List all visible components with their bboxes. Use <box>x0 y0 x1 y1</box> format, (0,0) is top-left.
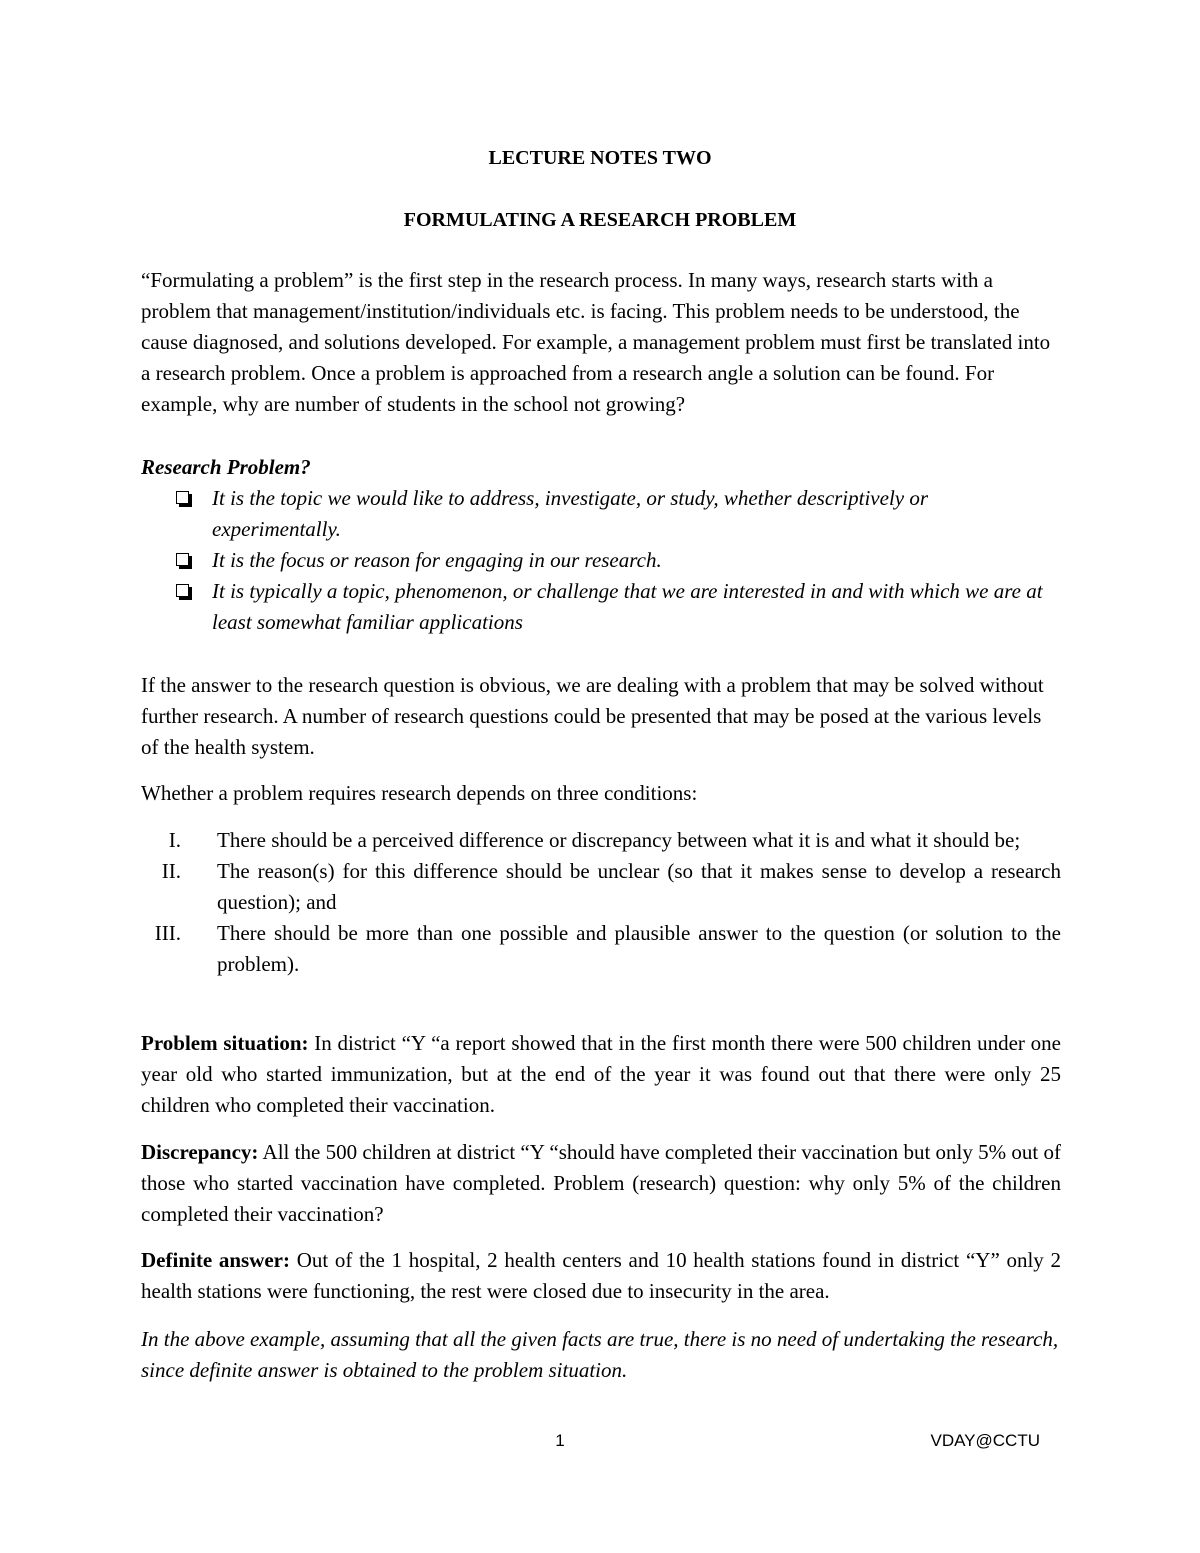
list-item-text: It is the focus or reason for engaging in our research. <box>212 548 662 572</box>
list-item-text: There should be more than one possible and plausible answer to the question (or solution to the problem). <box>217 921 1061 976</box>
page-number: 1 <box>555 1431 565 1450</box>
list-item <box>141 856 1061 918</box>
discrepancy-text: All the 500 children at district “Y “should have completed their vaccination but only 5% out of those who started vaccination have completed. Problem (research) question: why only 5% of the children completed their vaccination? <box>141 1140 1061 1226</box>
footer-author-id: VDAY@CCTU <box>930 1431 1040 1450</box>
discrepancy-label: Discrepancy: <box>141 1140 259 1164</box>
list-number: II. <box>161 859 181 883</box>
definite-answer-paragraph <box>141 1245 1061 1307</box>
research-problem-heading: Research Problem? <box>141 455 311 479</box>
conditions-list <box>141 825 1061 980</box>
list-item <box>176 576 1061 638</box>
research-problem-list <box>176 483 1061 638</box>
list-number: I. <box>168 828 181 852</box>
checkbox-bullet-icon <box>176 553 189 566</box>
list-item <box>141 918 1061 980</box>
problem-situation-paragraph <box>141 1028 1061 1121</box>
list-item <box>141 825 1061 856</box>
problem-situation-text: In district “Y “a report showed that in the first month there were 500 children under one year old who started immunization, but at the end of the year it was found out that there were only 25 children who completed their vaccination. <box>141 1031 1061 1117</box>
list-item <box>176 545 1061 576</box>
definite-answer-text: Out of the 1 hospital, 2 health centers and 10 health stations found in district “Y” only 2 health stations were functioning, the rest were closed due to insecurity in the area. <box>141 1248 1062 1303</box>
obvious-answer-paragraph: If the answer to the research question is obvious, we are dealing with a problem that may be solved without further research. A number of research questions could be presented that may be posed at the various levels of the health system. <box>141 673 1044 759</box>
checkbox-bullet-icon <box>176 584 189 597</box>
definite-answer-label: Definite answer: <box>141 1248 291 1272</box>
problem-situation-label: Problem situation: <box>141 1031 309 1055</box>
list-number: III. <box>154 921 181 945</box>
list-item <box>176 483 1061 545</box>
conditions-intro: Whether a problem requires research depends on three conditions: <box>141 781 698 805</box>
list-item-text: There should be a perceived difference or discrepancy between what it is and what it should be; <box>217 828 1021 852</box>
list-item-text: The reason(s) for this difference should be unclear (so that it makes sense to develop a research question); and <box>217 859 1061 914</box>
intro-paragraph: “Formulating a problem” is the first step in the research process. In many ways, research starts with a problem that management/institution/individuals etc. is facing. This problem needs to be understood, the cause diagnosed, and solutions developed. For example, a management problem must first be translated into a research problem. Once a problem is approached from a research angle a solution can be found. For example, why are number of students in the school not growing? <box>141 268 1051 416</box>
checkbox-bullet-icon <box>176 491 189 504</box>
discrepancy-paragraph <box>141 1137 1061 1230</box>
conclusion-paragraph: In the above example, assuming that all the given facts are true, there is no need of undertaking the research, since definite answer is obtained to the problem situation. <box>141 1327 1059 1382</box>
section-title: FORMULATING A RESEARCH PROBLEM <box>403 209 797 231</box>
list-item-text: It is the topic we would like to address, investigate, or study, whether descriptively or experimentally. <box>212 486 929 541</box>
lecture-title: LECTURE NOTES TWO <box>488 147 712 169</box>
list-item-text: It is typically a topic, phenomenon, or challenge that we are interested in and with which we are at least somewhat familiar applications <box>212 579 1043 634</box>
